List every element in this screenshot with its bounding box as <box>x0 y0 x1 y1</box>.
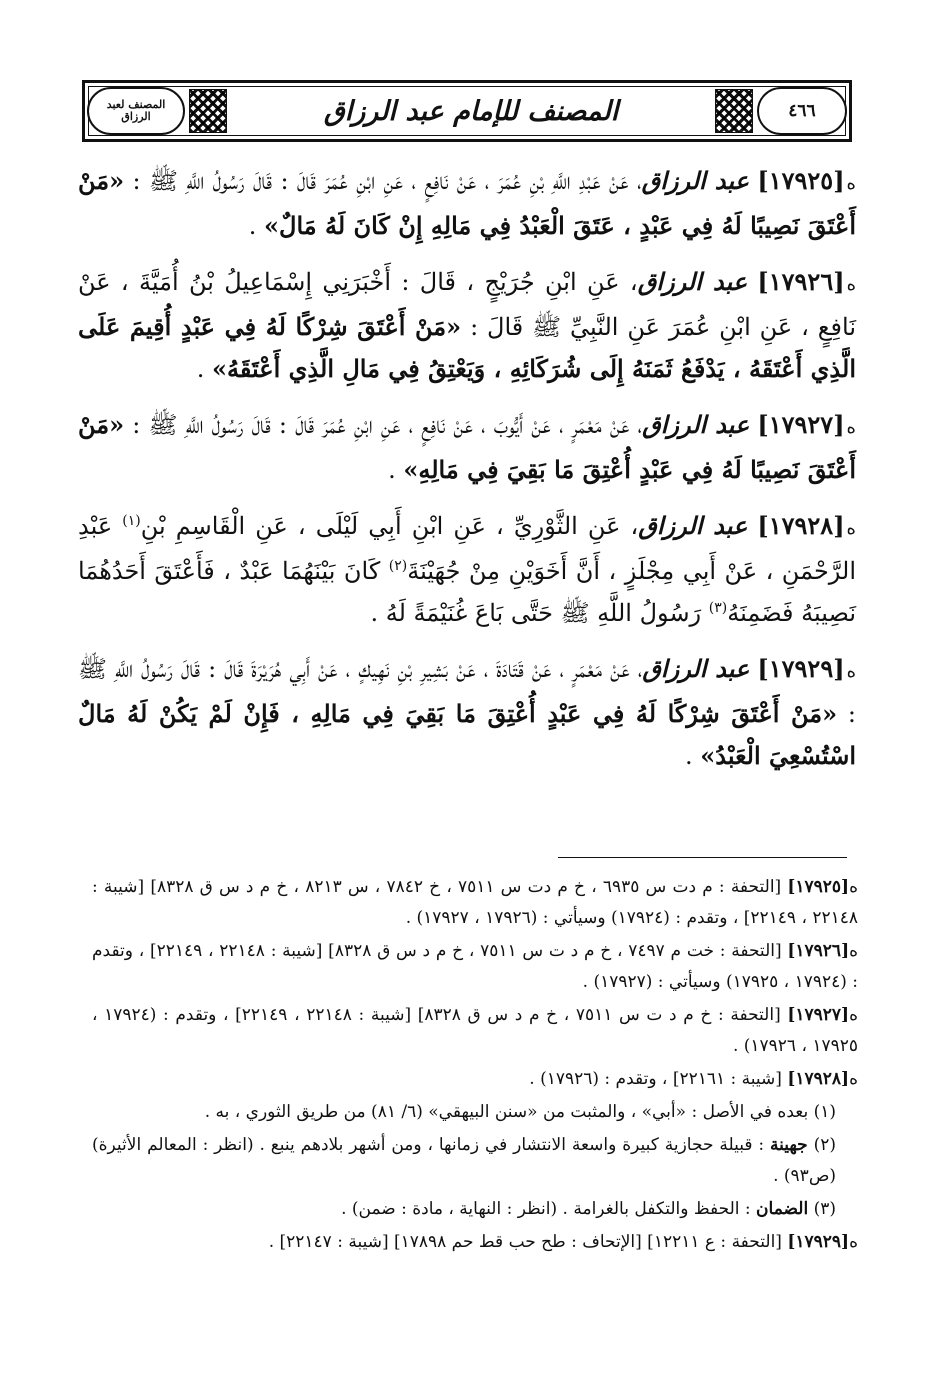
hadith-number: [١٧٩٢٩] <box>757 654 845 683</box>
footnote-label: الضمان <box>756 1199 809 1219</box>
hadith-quote: «مَنْ أَعْتَقَ نَصِيبًا لَهُ فِي عَبْدٍ أُعْتِقَ مَا بَقِيَ فِي مَالِهِ» <box>78 410 856 484</box>
reference-note <box>92 872 858 934</box>
footnote-ref-3[interactable]: (٣) <box>708 600 728 616</box>
isnad-part: عَبْدِ الرَّحْمَنِ ، عَنْ أَبِي مِجْلَزٍ ، أَنَّ أَخَوَيْنِ مِنْ جُهَيْنَةَ <box>78 512 856 585</box>
footnote-mark: (١) <box>813 1102 836 1122</box>
author-name: عبد الرزاق <box>641 166 749 195</box>
hadith-tail: . <box>248 212 265 240</box>
hadith-17926 <box>78 261 856 390</box>
footnote-mark: (٢) <box>813 1135 836 1155</box>
hadith-17929 <box>78 648 856 777</box>
note-number: [١٧٩٢٧] <box>787 1005 850 1025</box>
circle-marker: ه <box>849 877 859 897</box>
circle-marker: ه <box>846 274 856 295</box>
footnote-text: : الحفظ والتكفل بالغرامة . (انظر : النهاية ، مادة : ضمن) . <box>341 1199 757 1219</box>
isnad: ، عَنْ مَعْمَرٍ ، عَنْ أَيُّوبَ ، عَنْ نَافِعٍ ، عَنِ ابْنِ عُمَرَ قَالَ : قَالَ رَسُولُ اللَّهِ ﷺ : <box>132 411 643 439</box>
page-number: ٤٦٦ <box>757 87 847 135</box>
main-text <box>78 160 856 791</box>
book-logo: المصنف لعبد الرزاق <box>87 87 185 135</box>
note-number: [١٧٩٢٥] <box>787 877 850 897</box>
reference-note <box>92 1227 858 1258</box>
hadith-17928 <box>78 505 856 634</box>
header-title: المصنف للإمام عبد الرزاق <box>323 95 619 127</box>
author-name: عبد الرزاق <box>642 410 750 439</box>
isnad-part: ، عَنِ الثَّوْرِيِّ ، عَنِ ابْنِ أَبِي لَيْلَى ، عَنِ الْقَاسِمِ بْنِ <box>140 512 639 540</box>
footnote-label: جهينة <box>769 1135 808 1155</box>
hadith-quote: «مَنْ أَعْتَقَ شِرْكًا لَهُ فِي عَبْدٍ أُقِيمَ عَلَى الَّذِي أَعْتَقَهُ ، يَدْفَعُ ثَمَنَهُ إِلَى شُرَكَائِهِ ، وَيَعْتِقُ فِي مَالِ الَّذِي أَعْتَقَهُ» <box>78 312 856 383</box>
note-number: [١٧٩٢٨] <box>787 1069 850 1089</box>
hadith-quote: «مَنْ أَعْتَقَ نَصِيبًا لَهُ فِي عَبْدٍ ، عَتَقَ الْعَبْدُ فِي مَالِهِ إِنْ كَانَ لَهُ مَالٌ» <box>78 166 856 240</box>
circle-marker: ه <box>849 1005 859 1025</box>
isnad-part: رَسُولُ اللَّهِ ﷺ حَتَّى بَاعَ غُنَيْمَةً لَهُ . <box>370 599 709 627</box>
note-text: [شيبة : ٢٢١٦١] ، وتقدم : (١٧٩٢٦) . <box>529 1069 788 1089</box>
hadith-quote: «مَنْ أَعْتَقَ شِرْكًا لَهُ فِي عَبْدٍ أُعْتِقَ مَا بَقِيَ فِي مَالِهِ ، فَإِنْ لَمْ يَكُنْ لَهُ مَالٌ اسْتُسْعِيَ الْعَبْدُ» <box>78 699 856 770</box>
footnote-text: بعده في الأصل : «أبي» ، والمثبت من «سنن البيهقي» (٦/ ٨١) من طريق الثوري ، به . <box>204 1102 814 1122</box>
reference-note <box>92 936 858 998</box>
note-text: [التحفة : م دت س ٦٩٣٥ ، خ م دت س ٧٥١١ ، خ ٧٨٤٢ ، س ٨٢١٣ ، خ م د س ق ٨٣٢٨] [شيبة : ٢٢١٤٨ ، ٢٢١٤٩] ، وتقدم : (١٧٩٢٤) وسيأتي : (١٧٩٢٦ ، ١٧٩٢٧) . <box>92 877 858 928</box>
footnote-3 <box>92 1194 858 1225</box>
note-number: [١٧٩٢٦] <box>787 941 850 961</box>
hadith-number: [١٧٩٢٧] <box>757 410 845 439</box>
circle-marker: ه <box>849 941 859 961</box>
hadith-tail: . <box>388 456 404 484</box>
footnote-ref-1[interactable]: (١) <box>122 513 141 529</box>
author-name: عبد الرزاق <box>642 654 750 683</box>
author-name: عبد الرزاق <box>638 511 748 540</box>
hadith-17925 <box>78 160 856 247</box>
footnote-text: : قبيلة حجازية كبيرة واسعة الانتشار في زمانها ، ومن أشهر بلادهم ينبع . (انظر : المعالم الأثيرة) (ص٩٣) . <box>92 1135 836 1186</box>
footnotes-section <box>92 872 858 1260</box>
footnote-1 <box>92 1097 858 1128</box>
isnad: ، عَنْ عَبْدِ اللَّهِ بْنِ عُمَرَ ، عَنْ نَافِعٍ ، عَنِ ابْنِ عُمَرَ قَالَ : قَالَ رَسُولُ اللَّهِ ﷺ : <box>132 167 642 195</box>
ornament-pattern-left <box>189 89 227 133</box>
note-text: [التحفة : ع ١٢٢١١] [الإتحاف : طح حب قط حم ١٧٨٩٨] [شيبة : ٢٢١٤٧] . <box>268 1232 788 1252</box>
footnote-divider <box>558 857 847 858</box>
ornament-pattern-right <box>715 89 753 133</box>
footnote-ref-2[interactable]: (٢) <box>388 558 408 574</box>
note-text: [التحفة : خ م د ت س ٧٥١١ ، خ م د س ق ٨٣٢٨] [شيبة : ٢٢١٤٨ ، ٢٢١٤٩] ، وتقدم : (١٧٩٢٤ ، ١٧٩٢٥ ، ١٧٩٢٦) . <box>92 1005 858 1056</box>
footnote-2 <box>92 1130 858 1192</box>
note-number: [١٧٩٢٩] <box>787 1232 850 1252</box>
page-header <box>82 80 852 142</box>
author-name: عبد الرزاق <box>637 267 748 296</box>
circle-marker: ه <box>846 518 856 539</box>
hadith-tail: . <box>196 355 213 383</box>
isnad: ، عَنْ مَعْمَرٍ ، عَنْ قَتَادَةَ ، عَنْ بَشِيرِ بْنِ نَهِيكٍ ، عَنْ أَبِي هُرَيْرَةَ قَالَ : قَالَ رَسُولُ اللَّهِ ﷺ : <box>78 655 856 728</box>
hadith-number: [١٧٩٢٨] <box>757 511 845 540</box>
footnote-mark: (٣) <box>813 1199 836 1219</box>
isnad: ، عَنِ ابْنِ جُرَيْجٍ ، قَالَ : أَخْبَرَنِي إِسْمَاعِيلُ بْنُ أُمَيَّةَ ، عَنْ نَافِعٍ ، عَنِ ابْنِ عُمَرَ عَنِ النَّبِيِّ ﷺ قَالَ : <box>78 268 856 341</box>
circle-marker: ه <box>849 1232 858 1252</box>
circle-marker: ه <box>846 661 856 682</box>
reference-note <box>92 1064 858 1095</box>
circle-marker: ه <box>846 173 856 194</box>
note-text: [التحفة : خت م ٧٤٩٧ ، خ م د ت س ٧٥١١ ، خ م د س ق ٨٣٢٨] [شيبة : ٢٢١٤٨ ، ٢٢١٤٩] ، وتقدم : (١٧٩٢٤ ، ١٧٩٢٥) وسيأتي : (١٧٩٢٧) . <box>92 941 858 992</box>
circle-marker: ه <box>846 417 856 438</box>
hadith-17927 <box>78 404 856 491</box>
hadith-tail: . <box>684 742 701 770</box>
reference-note <box>92 1000 858 1062</box>
circle-marker: ه <box>849 1069 858 1089</box>
hadith-number: [١٧٩٢٦] <box>757 267 845 296</box>
isnad-part: كَانَ بَيْنَهُمَا عَبْدٌ ، فَأَعْتَقَ أَحَدُهُمَا نَصِيبَهُ فَضَمِنَهُ <box>78 557 856 627</box>
hadith-number: [١٧٩٢٥] <box>757 166 845 195</box>
